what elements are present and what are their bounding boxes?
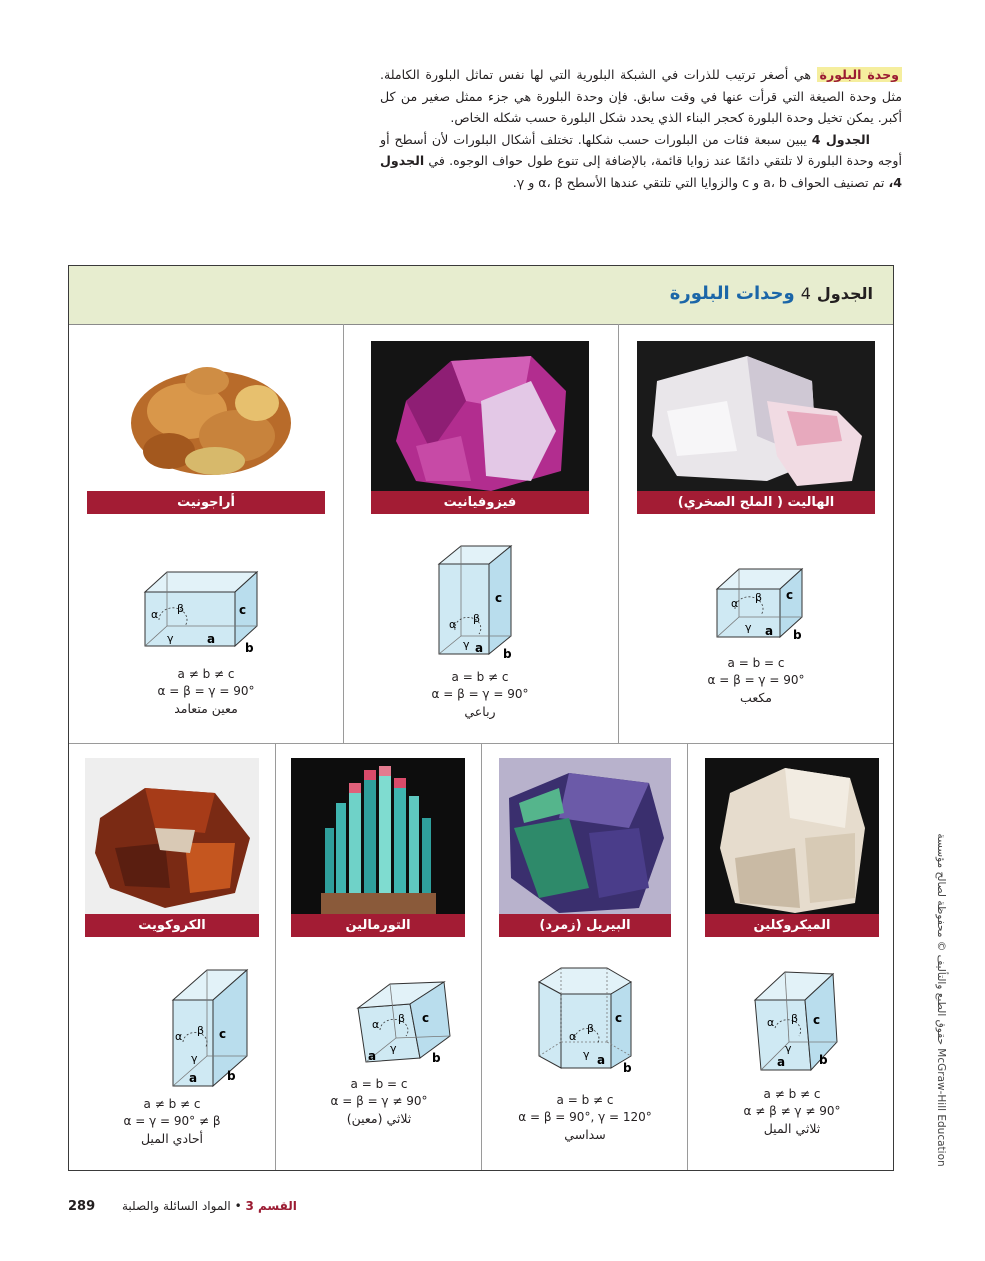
- edge-b-label: b: [623, 1061, 632, 1075]
- copyright-side-credit: [931, 835, 951, 1165]
- crystal-system-name: سداسي: [564, 1127, 606, 1142]
- edge-b-label: b: [793, 628, 802, 642]
- chapter-info: القسم 3 • المواد السائلة والصلبة: [122, 1199, 297, 1213]
- edge-relation: a = b ≠ c: [556, 1093, 614, 1107]
- angle-relation: α = β = γ = 90°: [157, 684, 255, 698]
- hexagonal-unit-cell-diagram: [531, 960, 641, 1078]
- intro-text: [380, 64, 902, 194]
- edge-a-label: a: [777, 1055, 786, 1069]
- intro-p2-body-a: يبين سبعة فئات من البلورات حسب شكلها. تختلف أشكال البلورات لأن أسطح أو أوجه وحدة البلورة لا تلتقي دائمًا عند زوايا قائمة، بالإضافة إلى تنوع طول حواف الوجوه. في: [380, 131, 902, 169]
- col-divider: [687, 743, 688, 1170]
- intro-p2-body-b: تم تصنيف الحواف a، b و c والزوايا التي تلتقي عندها الأسطح α، β و γ.: [512, 174, 885, 190]
- aragonite-properties: [87, 666, 325, 717]
- gamma-label: γ: [785, 1042, 792, 1055]
- alpha-label: α: [372, 1018, 380, 1031]
- edge-a-label: a: [189, 1071, 198, 1085]
- crystal-system-name: رباعي: [464, 704, 496, 719]
- mineral-band-beryl: البيريل (زمرد): [499, 914, 671, 937]
- mineral-band-halite: الهاليت ( الملح الصخري): [637, 491, 875, 514]
- page-footer: [0, 1199, 985, 1219]
- beta-label: β: [791, 1012, 799, 1025]
- beta-label: β: [177, 602, 185, 615]
- mineral-band-crocoite: الكروكويت: [85, 914, 259, 937]
- edge-relation: a = b ≠ c: [451, 670, 509, 684]
- edge-c-label: c: [219, 1027, 227, 1041]
- halite-properties: [637, 655, 875, 706]
- angle-relation: α = β = γ ≠ 90°: [330, 1094, 428, 1108]
- alpha-label: α: [151, 608, 159, 621]
- beryl-photo: [499, 758, 671, 916]
- gamma-label: γ: [191, 1052, 198, 1065]
- alpha-label: α: [175, 1030, 183, 1043]
- edge-a-label: a: [765, 624, 774, 638]
- table-title-text: وحدات البلورة: [669, 283, 795, 304]
- edge-c-label: c: [239, 603, 247, 617]
- tourmaline-photo: [291, 758, 465, 916]
- alpha-label: α: [449, 618, 457, 631]
- rhombohedral-unit-cell-diagram: [354, 978, 454, 1068]
- cubic-unit-cell-diagram: [705, 559, 815, 654]
- tetragonal-unit-cell-diagram: [429, 542, 529, 667]
- microcline-photo: [705, 758, 879, 916]
- alpha-label: α: [731, 597, 739, 610]
- vesuvianite-properties: [359, 669, 601, 720]
- edge-b-label: b: [819, 1053, 828, 1067]
- edge-relation: a ≠ b ≠ c: [143, 1097, 201, 1111]
- gamma-label: γ: [583, 1048, 590, 1061]
- tourmaline-properties: [277, 1076, 481, 1127]
- aragonite-photo: [87, 341, 325, 493]
- crystal-system-name: ثلاثي الميل: [763, 1121, 821, 1136]
- crocoite-photo: [85, 758, 259, 916]
- edge-a-label: a: [207, 632, 216, 646]
- edge-c-label: c: [422, 1011, 430, 1025]
- mineral-band-tourmaline: التورمالين: [291, 914, 465, 937]
- edge-b-label: b: [503, 647, 512, 661]
- table-ref-inline: الجدول 4،: [380, 153, 902, 190]
- col-divider: [343, 324, 344, 743]
- crystal-table: [68, 265, 894, 1171]
- edge-b-label: b: [245, 641, 254, 655]
- beta-label: β: [473, 612, 481, 625]
- crystal-system-name: معين متعامد: [174, 701, 238, 716]
- unit-title: المواد السائلة والصلبة: [122, 1199, 231, 1213]
- alpha-label: α: [767, 1016, 775, 1029]
- monoclinic-unit-cell-diagram: [165, 966, 255, 1092]
- triclinic-unit-cell-diagram: [749, 966, 844, 1074]
- unit-label: القسم 3: [245, 1199, 297, 1213]
- edge-c-label: c: [495, 591, 503, 605]
- edge-relation: a = b = c: [727, 656, 785, 670]
- edge-relation: a ≠ b ≠ c: [763, 1087, 821, 1101]
- beta-label: β: [587, 1022, 595, 1035]
- beta-label: β: [398, 1012, 406, 1025]
- beta-label: β: [197, 1024, 205, 1037]
- col-divider: [618, 324, 619, 743]
- edge-relation: a ≠ b ≠ c: [177, 667, 235, 681]
- gamma-label: γ: [745, 621, 752, 634]
- edge-c-label: c: [615, 1011, 623, 1025]
- table-label: الجدول: [816, 284, 873, 303]
- gamma-label: γ: [463, 638, 470, 651]
- term-unit-cell: وحدة البلورة: [817, 67, 902, 82]
- microcline-properties: [689, 1086, 895, 1137]
- beta-label: β: [755, 591, 763, 604]
- crystal-system-name: مكعب: [740, 690, 772, 705]
- table-title: [670, 283, 873, 304]
- mineral-band-vesuvianite: فيزوفيانيت: [371, 491, 589, 514]
- col-divider: [481, 743, 482, 1170]
- edge-c-label: c: [813, 1013, 821, 1027]
- angle-relation: α = β = γ = 90°: [707, 673, 805, 687]
- edge-c-label: c: [786, 588, 794, 602]
- angle-relation: α = β = 90°, γ = 120°: [518, 1110, 652, 1124]
- crystal-system-name: أحادي الميل: [140, 1131, 204, 1146]
- page-number: 289: [68, 1199, 96, 1214]
- vesuvianite-photo: [371, 341, 589, 493]
- edge-a-label: a: [368, 1049, 377, 1063]
- mineral-band-aragonite: أراجونيت: [87, 491, 325, 514]
- edge-relation: a = b = c: [350, 1077, 408, 1091]
- angle-relation: α ≠ β ≠ γ ≠ 90°: [743, 1104, 841, 1118]
- mineral-band-microcline: الميكروكلين: [705, 914, 879, 937]
- intro-paragraph-2: [380, 129, 902, 194]
- gamma-label: γ: [390, 1042, 397, 1055]
- halite-photo: [637, 341, 875, 493]
- intro-p1-body: هي أصغر ترتيب للذرات في الشبكة البلورية التي لها نفس تماثل البلورة الكاملة. مثل وحدة الصيغة التي قرأت عنها في وقت سابق. فإن وحدة البلورة هي جزء ممثل صغير من كل أكبر. يمكن تخيل وحدة البلورة كحجر البناء الذي يحدد شكل البلورة حسب شكله الخاص.: [380, 67, 902, 126]
- angle-relation: α = β = γ = 90°: [431, 687, 529, 701]
- table-number: 4: [800, 284, 811, 303]
- beryl-properties: [483, 1092, 687, 1143]
- crystal-system-name: ثلاثي (معين): [346, 1111, 412, 1126]
- angle-relation: α = γ = 90° ≠ β: [123, 1114, 221, 1128]
- edge-b-label: b: [432, 1051, 441, 1065]
- crocoite-properties: [69, 1096, 275, 1147]
- gamma-label: γ: [167, 632, 174, 645]
- copyright-text: حقوق الطبع والتأليف © محفوظة لصالح مؤسسة McGraw-Hill Education: [935, 833, 947, 1167]
- intro-paragraph-1: [380, 64, 902, 129]
- edge-b-label: b: [227, 1069, 236, 1083]
- edge-a-label: a: [597, 1053, 606, 1067]
- table-ref-lead: الجدول 4: [811, 131, 870, 147]
- col-divider: [275, 743, 276, 1170]
- edge-a-label: a: [475, 641, 484, 655]
- alpha-label: α: [569, 1030, 577, 1043]
- table-header: [69, 266, 893, 325]
- orthorhombic-unit-cell-diagram: [137, 566, 267, 658]
